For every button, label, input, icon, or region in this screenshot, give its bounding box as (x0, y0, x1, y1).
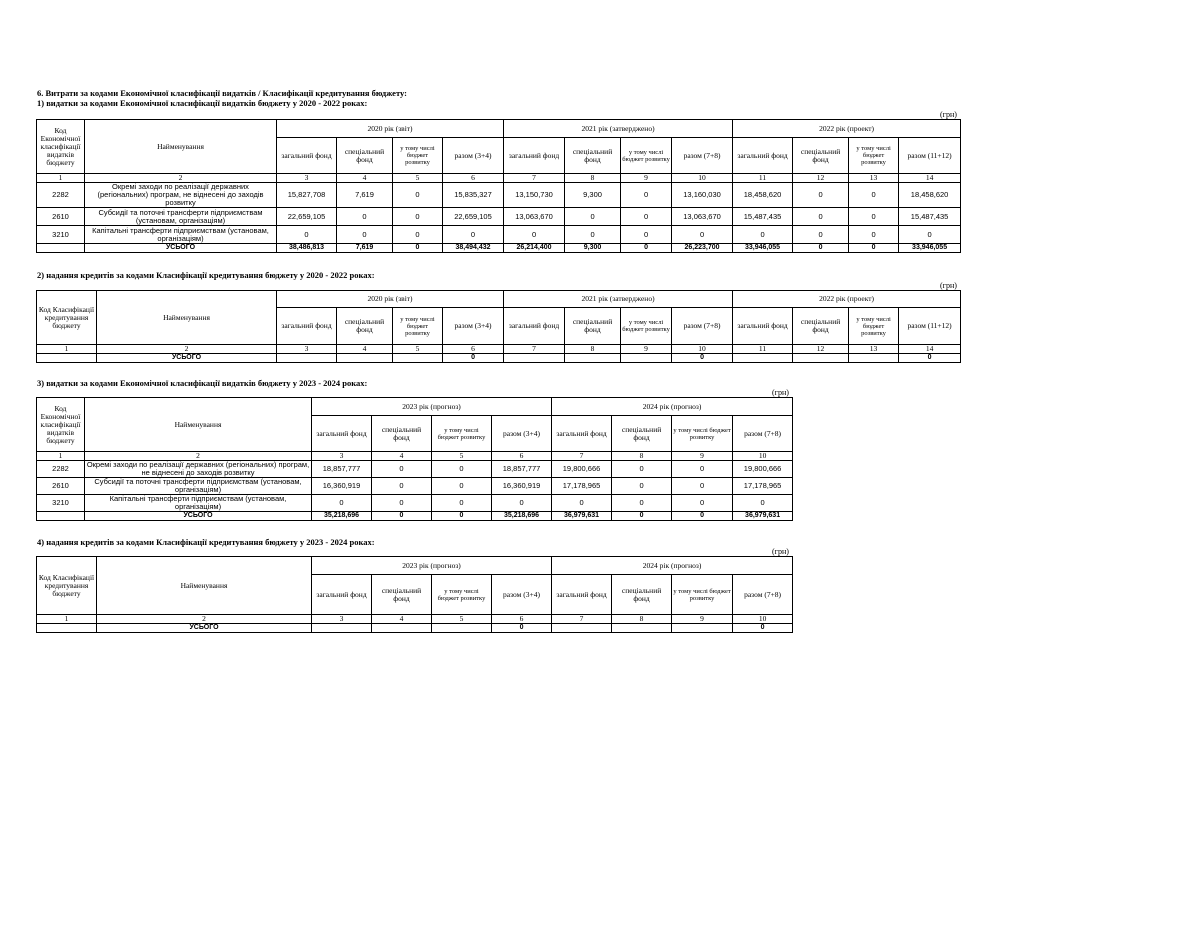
cell-value: 0 (337, 208, 393, 226)
col-number: 8 (612, 615, 672, 624)
s2-name-header: Найменування (97, 291, 277, 345)
cell-empty (37, 512, 85, 521)
cell-value: 16,360,919 (312, 478, 372, 495)
total-row (37, 624, 793, 633)
s2-col-header: разом (7+8) (672, 308, 733, 345)
cell-value: 0 (393, 226, 443, 244)
cell-value: 15,487,435 (899, 208, 961, 226)
total-value: 0 (899, 354, 961, 363)
cell-value: 0 (621, 183, 672, 208)
col-number: 4 (372, 452, 432, 461)
total-value (612, 624, 672, 633)
cell-value: 0 (733, 495, 793, 512)
total-value: 36,979,631 (552, 512, 612, 521)
s4-col-header: спеціальний фонд (612, 575, 672, 615)
col-number: 9 (621, 345, 672, 354)
s3-col-header: загальний фонд (312, 416, 372, 452)
s4-col-header: спеціальний фонд (372, 575, 432, 615)
s3-col-header: у тому числі бюджет розвитку (672, 416, 733, 452)
s4-col-header: загальний фонд (552, 575, 612, 615)
col-number: 9 (672, 615, 733, 624)
s3-col-header: разом (3+4) (492, 416, 552, 452)
col-number: 7 (552, 615, 612, 624)
s4-col-header: разом (7+8) (733, 575, 793, 615)
cell-value: 22,659,105 (277, 208, 337, 226)
col-number: 6 (443, 174, 504, 183)
cell-value: 19,800,666 (552, 461, 612, 478)
total-value (504, 354, 565, 363)
s1-year-header: 2021 рік (затверджено) (504, 120, 733, 138)
cell-value: 0 (565, 208, 621, 226)
total-value: 33,946,055 (733, 244, 793, 253)
cell-value: 17,178,965 (733, 478, 793, 495)
cell-value: 0 (672, 461, 733, 478)
col-number: 14 (899, 174, 961, 183)
cell-value: 7,619 (337, 183, 393, 208)
total-value (337, 354, 393, 363)
s1-col-header: у тому числі бюджет розвитку (849, 138, 899, 174)
s2-heading: 2) надання кредитів за кодами Класифікації кредитування бюджету у 2020 - 2022 роках: (37, 270, 375, 280)
total-value: 0 (793, 244, 849, 253)
total-value (372, 624, 432, 633)
col-number: 2 (97, 345, 277, 354)
total-value: 0 (443, 354, 504, 363)
col-number: 1 (37, 452, 85, 461)
total-value: 0 (372, 512, 432, 521)
col-number: 10 (672, 345, 733, 354)
row-name: Субсидії та поточні трансферти підприємствам (установам, організаціям) (85, 208, 277, 226)
total-value (849, 354, 899, 363)
cell-value: 9,300 (565, 183, 621, 208)
cell-value: 0 (393, 183, 443, 208)
col-number: 1 (37, 174, 85, 183)
col-number: 4 (372, 615, 432, 624)
section-title: 6. Витрати за кодами Економічної класифікації видатків / Класифікації кредитування бюджету: (37, 88, 407, 98)
col-number: 14 (899, 345, 961, 354)
cell-value: 0 (504, 226, 565, 244)
col-number: 2 (85, 452, 312, 461)
total-value (672, 624, 733, 633)
s4-col-header: загальний фонд (312, 575, 372, 615)
table-row (37, 208, 961, 226)
col-number: 12 (793, 174, 849, 183)
cell-value: 0 (393, 208, 443, 226)
s3-col-header: спеціальний фонд (612, 416, 672, 452)
total-value: 0 (612, 512, 672, 521)
s1-col-header: разом (11+12) (899, 138, 961, 174)
s1-heading: 1) видатки за кодами Економічної класифікації видатків бюджету у 2020 - 2022 роках: (37, 98, 368, 108)
s4-year-header: 2023 рік (прогноз) (312, 557, 552, 575)
col-number: 5 (393, 174, 443, 183)
total-value (393, 354, 443, 363)
table-row (37, 226, 961, 244)
cell-value: 0 (552, 495, 612, 512)
s4-col-header: разом (3+4) (492, 575, 552, 615)
s4-table (36, 556, 793, 633)
cell-value: 0 (612, 495, 672, 512)
total-value: 33,946,055 (899, 244, 961, 253)
s2-code-header: Код Класифікації кредитування бюджету (37, 291, 97, 345)
total-value: 0 (849, 244, 899, 253)
s2-unit: (грн) (940, 281, 957, 290)
total-value (552, 624, 612, 633)
col-number: 3 (312, 615, 372, 624)
cell-value: 0 (612, 461, 672, 478)
s2-col-header: спеціальний фонд (565, 308, 621, 345)
table-row (37, 461, 793, 478)
row-code: 2610 (37, 478, 85, 495)
s3-year-header: 2024 рік (прогноз) (552, 398, 793, 416)
total-value: 35,218,696 (312, 512, 372, 521)
s1-number-row (37, 174, 961, 183)
row-name: Субсидії та поточні трансферти підприємствам (установам, організаціям) (85, 478, 312, 495)
col-number: 10 (672, 174, 733, 183)
total-label: УСЬОГО (97, 354, 277, 363)
table-row (37, 495, 793, 512)
total-value: 36,979,631 (733, 512, 793, 521)
cell-value: 0 (432, 478, 492, 495)
s4-col-header: у тому числі бюджет розвитку (672, 575, 733, 615)
col-number: 10 (733, 615, 793, 624)
col-number: 5 (432, 615, 492, 624)
cell-value: 0 (443, 226, 504, 244)
total-value: 0 (672, 354, 733, 363)
cell-value: 0 (312, 495, 372, 512)
total-value (312, 624, 372, 633)
row-code: 3210 (37, 495, 85, 512)
cell-value: 0 (793, 226, 849, 244)
s2-number-row (37, 345, 961, 354)
col-number: 2 (85, 174, 277, 183)
row-name: Окремі заходи по реалізації державних (регіональних) програм, не віднесені до заходів розвитку (85, 183, 277, 208)
cell-value: 13,150,730 (504, 183, 565, 208)
s4-code-header: Код Класифікації кредитування бюджету (37, 557, 97, 615)
s1-year-header: 2022 рік (проект) (733, 120, 961, 138)
total-value: 9,300 (565, 244, 621, 253)
s3-unit: (грн) (772, 388, 789, 397)
s4-year-header: 2024 рік (прогноз) (552, 557, 793, 575)
total-value: 38,494,432 (443, 244, 504, 253)
total-value: 0 (621, 244, 672, 253)
col-number: 6 (443, 345, 504, 354)
s2-year-header: 2021 рік (затверджено) (504, 291, 733, 308)
s1-col-header: разом (7+8) (672, 138, 733, 174)
total-row (37, 244, 961, 253)
cell-value: 0 (672, 478, 733, 495)
col-number: 3 (312, 452, 372, 461)
s2-table (36, 290, 961, 363)
s3-code-header: Код Економічної класифікації видатків бюджету (37, 398, 85, 452)
s3-col-header: разом (7+8) (733, 416, 793, 452)
s4-heading: 4) надання кредитів за кодами Класифікації кредитування бюджету у 2023 - 2024 роках: (37, 537, 375, 547)
s1-col-header: загальний фонд (504, 138, 565, 174)
row-name: Окремі заходи по реалізації державних (регіональних) програм, не віднесені до заходів розвитку (85, 461, 312, 478)
cell-empty (37, 244, 85, 253)
cell-value: 0 (733, 226, 793, 244)
cell-value: 0 (849, 183, 899, 208)
col-number: 6 (492, 452, 552, 461)
s2-col-header: у тому числі бюджет розвитку (621, 308, 672, 345)
total-value: 7,619 (337, 244, 393, 253)
s2-col-header: спеціальний фонд (793, 308, 849, 345)
s3-col-header: загальний фонд (552, 416, 612, 452)
cell-value: 13,160,030 (672, 183, 733, 208)
total-label: УСЬОГО (97, 624, 312, 633)
s4-unit: (грн) (772, 547, 789, 556)
s4-name-header: Найменування (97, 557, 312, 615)
col-number: 13 (849, 174, 899, 183)
total-value (793, 354, 849, 363)
col-number: 5 (393, 345, 443, 354)
row-code: 3210 (37, 226, 85, 244)
row-code: 2282 (37, 183, 85, 208)
col-number: 10 (733, 452, 793, 461)
cell-value: 0 (372, 495, 432, 512)
col-number: 7 (552, 452, 612, 461)
cell-value: 18,857,777 (492, 461, 552, 478)
col-number: 9 (672, 452, 733, 461)
s1-col-header: у тому числі бюджет розвитку (393, 138, 443, 174)
total-value: 0 (672, 512, 733, 521)
s3-col-header: у тому числі бюджет розвитку (432, 416, 492, 452)
cell-value: 0 (372, 478, 432, 495)
cell-value: 13,063,670 (504, 208, 565, 226)
col-number: 3 (277, 345, 337, 354)
cell-value: 0 (565, 226, 621, 244)
col-number: 4 (337, 174, 393, 183)
s1-col-header: у тому числі бюджет розвитку (621, 138, 672, 174)
s1-col-header: спеціальний фонд (337, 138, 393, 174)
total-value (565, 354, 621, 363)
col-number: 11 (733, 174, 793, 183)
s2-col-header: у тому числі бюджет розвитку (393, 308, 443, 345)
s1-col-header: спеціальний фонд (565, 138, 621, 174)
s1-col-header: спеціальний фонд (793, 138, 849, 174)
s4-number-row (37, 615, 793, 624)
s2-col-header: загальний фонд (733, 308, 793, 345)
s2-col-header: разом (3+4) (443, 308, 504, 345)
s2-year-header: 2022 рік (проект) (733, 291, 961, 308)
cell-value: 15,487,435 (733, 208, 793, 226)
s1-col-header: загальний фонд (733, 138, 793, 174)
col-number: 13 (849, 345, 899, 354)
cell-value: 0 (432, 495, 492, 512)
total-value: 26,223,700 (672, 244, 733, 253)
cell-value: 17,178,965 (552, 478, 612, 495)
s1-col-header: загальний фонд (277, 138, 337, 174)
cell-value: 0 (849, 226, 899, 244)
s1-name-header: Найменування (85, 120, 277, 174)
cell-value: 22,659,105 (443, 208, 504, 226)
cell-value: 0 (793, 208, 849, 226)
row-code: 2610 (37, 208, 85, 226)
total-value (733, 354, 793, 363)
col-number: 1 (37, 345, 97, 354)
s1-table (36, 119, 961, 253)
s3-heading: 3) видатки за кодами Економічної класифікації видатків бюджету у 2023 - 2024 роках: (37, 378, 368, 388)
row-code: 2282 (37, 461, 85, 478)
col-number: 3 (277, 174, 337, 183)
s1-col-header: разом (3+4) (443, 138, 504, 174)
cell-value: 0 (793, 183, 849, 208)
cell-value: 0 (621, 208, 672, 226)
cell-value: 0 (612, 478, 672, 495)
col-number: 6 (492, 615, 552, 624)
cell-value: 18,458,620 (733, 183, 793, 208)
cell-value: 13,063,670 (672, 208, 733, 226)
cell-value: 18,857,777 (312, 461, 372, 478)
col-number: 7 (504, 174, 565, 183)
col-number: 2 (97, 615, 312, 624)
col-number: 9 (621, 174, 672, 183)
table-row (37, 478, 793, 495)
total-value: 0 (393, 244, 443, 253)
s3-col-header: спеціальний фонд (372, 416, 432, 452)
cell-value: 0 (337, 226, 393, 244)
s1-unit: (грн) (940, 110, 957, 119)
col-number: 1 (37, 615, 97, 624)
s4-col-header: у тому числі бюджет розвитку (432, 575, 492, 615)
total-value: 0 (733, 624, 793, 633)
total-value: 26,214,400 (504, 244, 565, 253)
s2-col-header: загальний фонд (504, 308, 565, 345)
s1-year-header: 2020 рік (звіт) (277, 120, 504, 138)
cell-value: 0 (899, 226, 961, 244)
s3-table (36, 397, 793, 521)
cell-value: 0 (672, 226, 733, 244)
cell-value: 15,827,708 (277, 183, 337, 208)
cell-value: 0 (372, 461, 432, 478)
col-number: 4 (337, 345, 393, 354)
cell-value: 15,835,327 (443, 183, 504, 208)
total-value: 0 (432, 512, 492, 521)
total-label: УСЬОГО (85, 244, 277, 253)
cell-value: 0 (672, 495, 733, 512)
col-number: 12 (793, 345, 849, 354)
col-number: 8 (612, 452, 672, 461)
cell-empty (37, 354, 97, 363)
col-number: 5 (432, 452, 492, 461)
s3-number-row (37, 452, 793, 461)
total-value (432, 624, 492, 633)
cell-value: 0 (849, 208, 899, 226)
col-number: 11 (733, 345, 793, 354)
total-value: 0 (492, 624, 552, 633)
cell-value: 0 (432, 461, 492, 478)
cell-value: 16,360,919 (492, 478, 552, 495)
cell-value: 18,458,620 (899, 183, 961, 208)
col-number: 8 (565, 174, 621, 183)
cell-value: 0 (492, 495, 552, 512)
total-value: 38,486,813 (277, 244, 337, 253)
s2-year-header: 2020 рік (звіт) (277, 291, 504, 308)
cell-value: 0 (621, 226, 672, 244)
s2-col-header: разом (11+12) (899, 308, 961, 345)
cell-value: 19,800,666 (733, 461, 793, 478)
row-name: Капітальні трансферти підприємствам (установам, організаціям) (85, 226, 277, 244)
total-row (37, 354, 961, 363)
s2-col-header: загальний фонд (277, 308, 337, 345)
col-number: 8 (565, 345, 621, 354)
total-row (37, 512, 793, 521)
total-label: УСЬОГО (85, 512, 312, 521)
s3-name-header: Найменування (85, 398, 312, 452)
s2-col-header: спеціальний фонд (337, 308, 393, 345)
col-number: 7 (504, 345, 565, 354)
s2-col-header: у тому числі бюджет розвитку (849, 308, 899, 345)
total-value: 35,218,696 (492, 512, 552, 521)
s3-year-header: 2023 рік (прогноз) (312, 398, 552, 416)
cell-value: 0 (277, 226, 337, 244)
cell-empty (37, 624, 97, 633)
total-value (277, 354, 337, 363)
row-name: Капітальні трансферти підприємствам (установам, організаціям) (85, 495, 312, 512)
table-row (37, 183, 961, 208)
total-value (621, 354, 672, 363)
s1-code-header: Код Економічної класифікації видатків бюджету (37, 120, 85, 174)
